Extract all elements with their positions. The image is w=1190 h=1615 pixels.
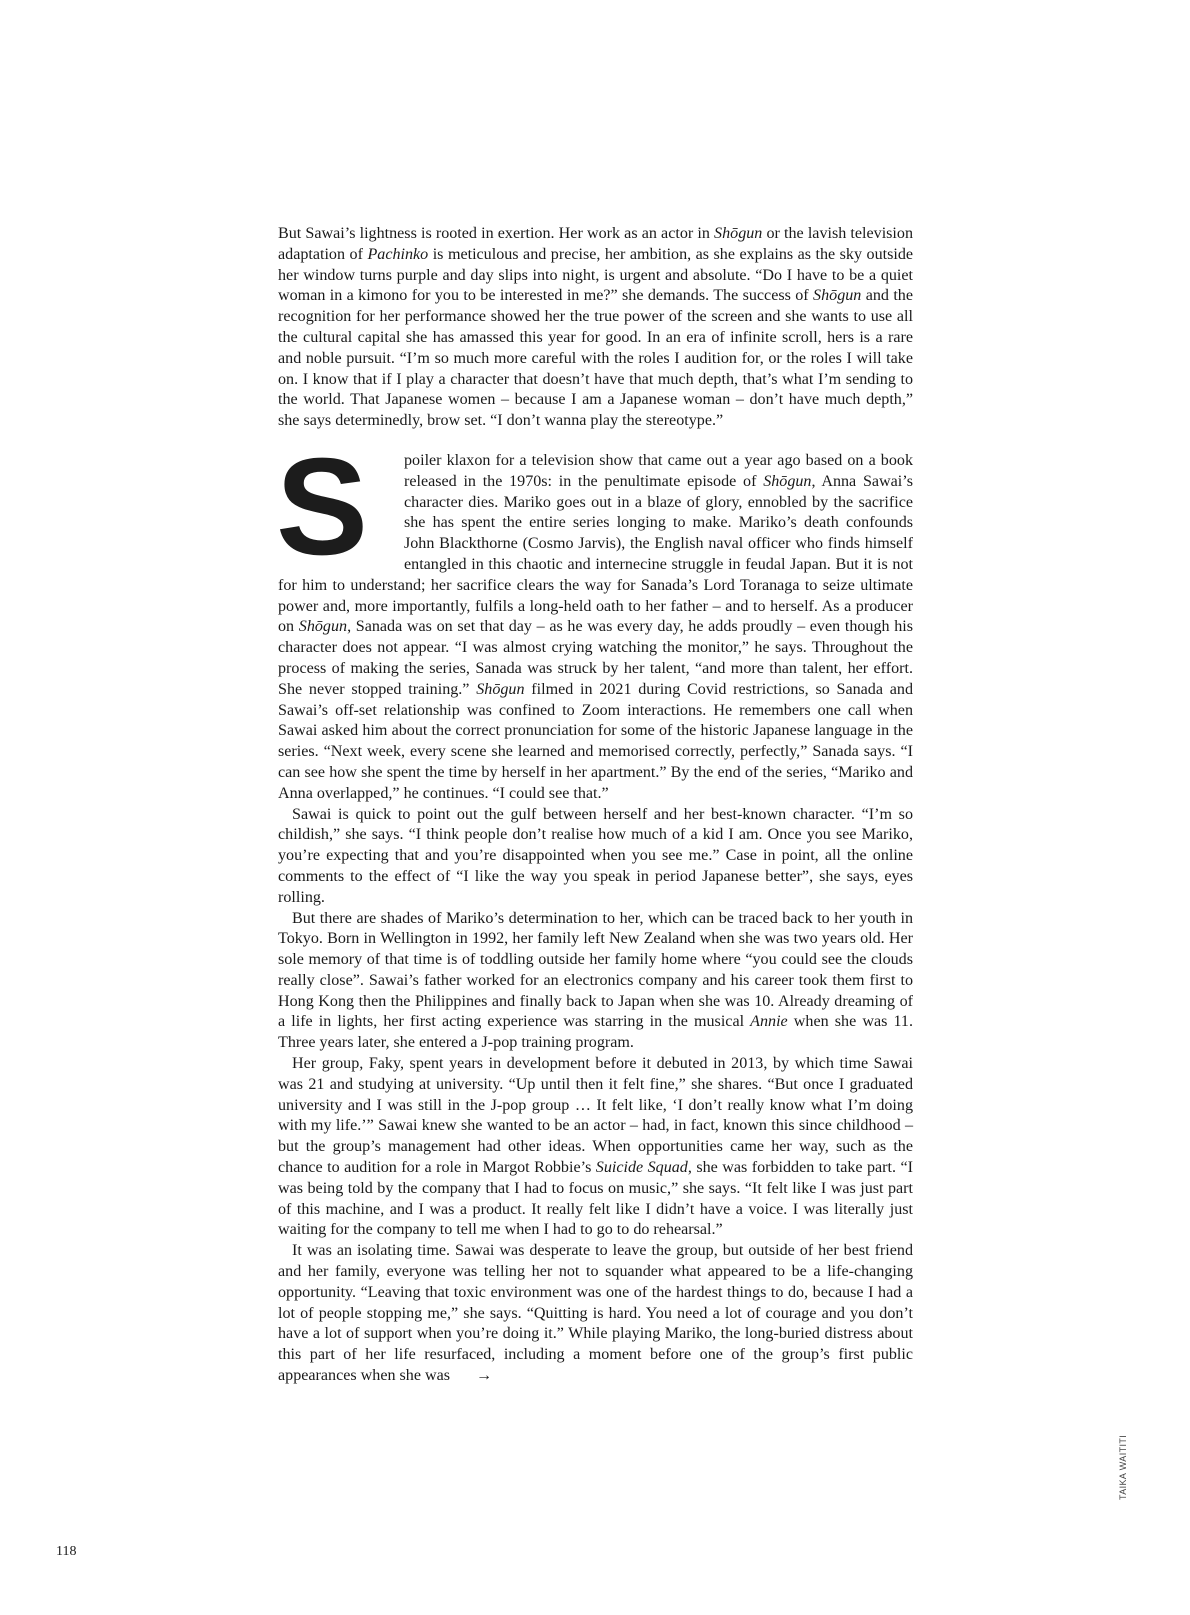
text-run: when she was 11. Three years later, she entered a J-pop training program.: [278, 1013, 913, 1052]
text-run: , she was forbidden to take part. “I was being told by the company that I had to focus on music,” she says. “It felt like I was just part of this machine, and I was a product. It really felt like I didn’t have a voice. I was literally just waiting for the company to tell me when I had to go to do rehearsal.”: [278, 1159, 913, 1239]
title-suicide-squad: Suicide Squad: [595, 1159, 688, 1177]
text-run: , Anna Sawai’s character dies. Mariko goes out in a blaze of glory, ennobled by the sacrifice she has spent the entire series longing to make. Mariko’s death confounds John Blackthorne (Cosmo Jarvis), the English naval officer who finds himself entangled in this chaotic and internecine struggle in feudal Japan. But it is not for him to understand; her sacrifice clears the way for Sanada’s Lord Toranaga to seize ultimate power and, more importantly, fulfils a long-held oath to her father – and to herself. As a producer on: [278, 472, 914, 636]
text-run: is meticulous and precise, her ambition, as she explains as the sky outside her window turns purple and day slips into night, is urgent and absolute. “Do I have to be a quiet woman in a kimono for you to be interested in me?” she demands. The success of: [278, 245, 914, 305]
drop-cap-letter: S: [276, 429, 367, 584]
article-column: [278, 224, 913, 1387]
text-run: , Sanada was on set that day – as he was every day, he adds proudly – even though his character does not appear. “I was almost crying watching the monitor,” he says. Throughout the process of making the series, Sanada was struck by her talent, “and more than talent, her effort. She never stopped training.”: [278, 618, 914, 698]
photo-credit: TAIKA WAITITI: [1118, 1434, 1128, 1500]
text-run: But Sawai’s lightness is rooted in exertion. Her work as an actor in: [278, 225, 715, 242]
title-shogun: Shōgun: [476, 680, 525, 698]
text-run: But there are shades of Mariko’s determination to her, which can be traced back to her youth in Tokyo. Born in Wellington in 1992, her family left New Zealand when she was two years old. Her sole memory of that time is of toddling outside her family home where “you could see the clouds really close”. Sawai’s father worked for an electronics company and his career took them first to Hong Kong then the Philippines and finally back to Japan when she was 10. Already dreaming of a life in lights, her first acting experience was starring in the musical: [278, 909, 913, 1031]
title-pachinko: Pachinko: [367, 245, 429, 263]
body-paragraph: [278, 909, 913, 1055]
page-number: 118: [56, 1544, 77, 1559]
text-run: and the recognition for her performance showed her the true power of the screen and she wants to use all the cultural capital she has amassed this year for good. In an era of infinite scroll, hers is a rare and noble pursuit. “I’m so much more careful with the roles I audition for, or the roles I will take on. I know that if I play a character that doesn’t have that much depth, that’s what I’m sending to the world. That Japanese women – because I am a Japanese woman – don’t have much depth,” she says determinedly, brow set. “I don’t wanna play the stereotype.”: [278, 287, 913, 430]
intro-paragraph: [278, 224, 913, 432]
title-shogun: Shōgun: [763, 472, 812, 490]
body-paragraph: [278, 1241, 913, 1387]
title-shogun: Shōgun: [714, 225, 763, 242]
text-run: filmed in 2021 during Covid restrictions, so Sanada and Sawai’s off-set relationship was confined to Zoom interactions. He remembers one call when Sawai asked him about the correct pronunciation for some of the historic Japanese language in the series. “Next week, every scene she learned and memorised correctly, perfectly,” Sanada says. “I can see how she spent the time by herself in her apartment.” By the end of the series, “Mariko and Anna overlapped,” he continues. “I could see that.”: [278, 680, 913, 802]
body-paragraph: Sawai is quick to point out the gulf between herself and her best-known character. “I’m so childish,” she says. “I think people don’t realise how much of a kid I am. Once you see Mariko, you’re expecting that and you’re disappointed when you see me.” Case in point, all the online comments to the effect of “I like the way you speak in period Japanese better”, she says, eyes rolling.: [278, 805, 913, 906]
title-shogun: Shōgun: [813, 287, 862, 305]
text-run: Her group, Faky, spent years in development before it debuted in 2013, by which time Sawai was 21 and studying at university. “Up until then it felt fine,” she shares. “But once I graduated university and I was still in the J-pop group … It felt like, ‘I don’t really know what I’m doing with my life.’” Sawai knew she wanted to be an actor – had, in fact, known this since childhood – but the group’s management had other ideas. When opportunities came her way, such as the chance to audition for a role in Margot Robbie’s: [278, 1055, 913, 1177]
text-run: or the lavish television adaptation of: [278, 225, 913, 263]
title-shogun: Shōgun: [298, 618, 348, 636]
text-run: It was an isolating time. Sawai was desperate to leave the group, but outside of her best friend and her family, everyone was telling her not to squander what appeared to be a life-changing opportunity. “Leaving that toxic environment was one of the hardest things to do, because I had a lot of people stopping me,” she says. “Quitting is hard. You need a lot of courage and you don’t have a lot of support when you’re doing it.” While playing Mariko, the long-buried distress about this part of her life resurfaced, including a moment before one of the group’s first public appearances when she was: [278, 1242, 913, 1385]
title-annie: Annie: [750, 1013, 788, 1031]
text-run: poiler klaxon for a television show that came out a year ago based on a book released in the 1970s: in the penultimate episode of: [404, 451, 913, 490]
body-paragraph: [278, 1054, 913, 1241]
continue-arrow-icon: →: [476, 1367, 493, 1385]
dropcap-paragraph: [276, 429, 914, 805]
